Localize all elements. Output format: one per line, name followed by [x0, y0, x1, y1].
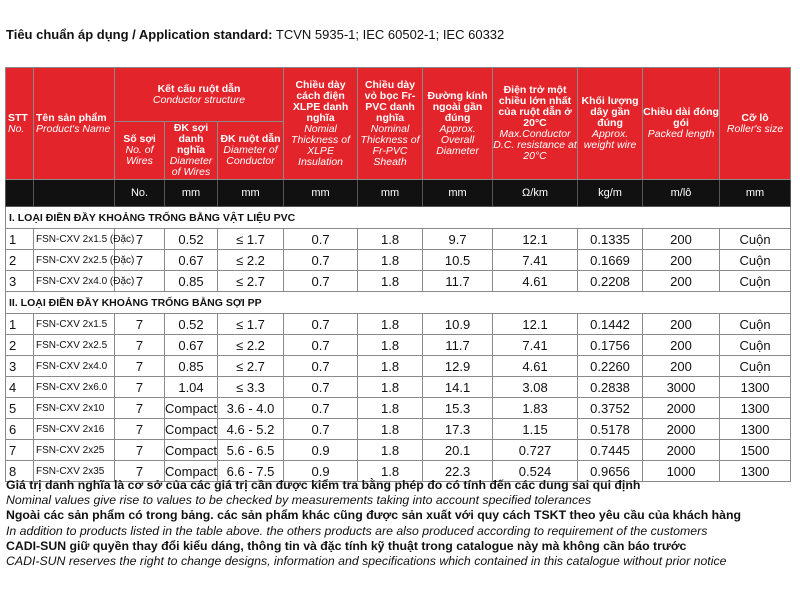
cell-no-of-wires: 7 — [115, 461, 165, 482]
cell-roller-size: 1300 — [720, 419, 791, 440]
header-dc-resistance: Điện trở một chiều lớn nhất của ruột dẫn ở 20°C Max.Conductor D.C. resistance at 20°C — [493, 68, 578, 180]
unit-cell: Ω/km — [493, 180, 578, 207]
cell-overall-diameter: 10.5 — [423, 250, 493, 271]
cell-xlpe-thickness: 0.9 — [284, 440, 358, 461]
cell-overall-diameter: 15.3 — [423, 398, 493, 419]
cell-product-name: FSN-CXV 2x2.5 (Đặc) — [34, 250, 115, 271]
cell-dc-resistance: 7.41 — [493, 335, 578, 356]
cell-sheath-thickness: 1.8 — [358, 377, 423, 398]
cell-dc-resistance: 1.15 — [493, 419, 578, 440]
note-vn: Ngoài các sản phẩm có trong bảng. các sản phẩm khác cũng được sản xuất với quy cách TSKT theo yêu cầu của khách hàng — [6, 508, 742, 523]
cell-wire-diameter: 0.67 — [165, 335, 218, 356]
cell-roller-size: Cuộn — [720, 335, 791, 356]
table-row — [6, 335, 791, 356]
cell-weight: 0.2838 — [578, 377, 643, 398]
cell-wire-diameter: 0.85 — [165, 356, 218, 377]
cell-overall-diameter: 11.7 — [423, 271, 493, 292]
cell-overall-diameter: 10.9 — [423, 314, 493, 335]
table-row — [6, 398, 791, 419]
cell-wire-diameter: Compact — [165, 440, 218, 461]
cell-weight: 0.1442 — [578, 314, 643, 335]
cell-no-of-wires: 7 — [115, 356, 165, 377]
cell-weight: 0.1669 — [578, 250, 643, 271]
application-standard — [6, 27, 504, 42]
cell-sheath-thickness: 1.8 — [358, 250, 423, 271]
table-row — [6, 250, 791, 271]
cell-xlpe-thickness: 0.7 — [284, 377, 358, 398]
cell-weight: 0.2208 — [578, 271, 643, 292]
cell-product-name: FSN-CXV 2x4.0 — [34, 356, 115, 377]
unit-cell: mm — [358, 180, 423, 207]
cell-packed-length: 200 — [643, 271, 720, 292]
cell-stt: 3 — [6, 356, 34, 377]
cell-conductor-diameter: ≤ 2.2 — [218, 250, 284, 271]
cell-packed-length: 200 — [643, 250, 720, 271]
cell-no-of-wires: 7 — [115, 250, 165, 271]
cell-roller-size: 1300 — [720, 461, 791, 482]
unit-cell: mm — [720, 180, 791, 207]
cell-roller-size: Cuộn — [720, 314, 791, 335]
cell-roller-size: 1500 — [720, 440, 791, 461]
cell-product-name: FSN-CXV 2x25 — [34, 440, 115, 461]
header-sheath-thickness: Chiều dày vỏ bọc Fr-PVC danh nghĩa Nominal Thickness of Fr-PVC Sheath — [358, 68, 423, 180]
header-weight: Khối lượng dây gần đúng Approx. weight wire — [578, 68, 643, 180]
cell-no-of-wires: 7 — [115, 377, 165, 398]
cell-overall-diameter: 11.7 — [423, 335, 493, 356]
table-row — [6, 356, 791, 377]
note-vn: CADI-SUN giữ quyền thay đổi kiểu dáng, thông tin và đặc tính kỹ thuật trong catalogue này mà không cần báo trước — [6, 538, 687, 553]
note-en: Nominal values give rise to values to be checked by measurements taking into account specified tolerances — [6, 493, 592, 508]
cell-stt: 6 — [6, 419, 34, 440]
cell-sheath-thickness: 1.8 — [358, 440, 423, 461]
cell-dc-resistance: 4.61 — [493, 271, 578, 292]
cell-roller-size: Cuộn — [720, 356, 791, 377]
cell-stt: 7 — [6, 440, 34, 461]
header-xlpe-thickness: Chiều dày cách điện XLPE danh nghĩa Nomial Thickness of XLPE Insulation — [284, 68, 358, 180]
cell-roller-size: 1300 — [720, 398, 791, 419]
cell-packed-length: 1000 — [643, 461, 720, 482]
cell-sheath-thickness: 1.8 — [358, 461, 423, 482]
cell-sheath-thickness: 1.8 — [358, 335, 423, 356]
cell-stt: 8 — [6, 461, 34, 482]
table-body — [6, 207, 791, 482]
cell-overall-diameter: 9.7 — [423, 229, 493, 250]
cell-xlpe-thickness: 0.7 — [284, 314, 358, 335]
cell-stt: 2 — [6, 250, 34, 271]
footnotes — [6, 478, 741, 569]
cell-dc-resistance: 1.83 — [493, 398, 578, 419]
cell-stt: 4 — [6, 377, 34, 398]
cell-conductor-diameter: ≤ 2.7 — [218, 271, 284, 292]
cell-xlpe-thickness: 0.7 — [284, 419, 358, 440]
table-row — [6, 440, 791, 461]
cell-sheath-thickness: 1.8 — [358, 356, 423, 377]
note-en: CADI-SUN reserves the right to change designs, information and specifications which contained in this catalogue without prior notice — [6, 554, 727, 569]
cell-dc-resistance: 12.1 — [493, 229, 578, 250]
table-row — [6, 229, 791, 250]
cell-conductor-diameter: ≤ 1.7 — [218, 314, 284, 335]
cell-weight: 0.1756 — [578, 335, 643, 356]
note-vn: Giá trị danh nghĩa là cơ sở của các giá trị cần được kiểm tra bằng phép đo có tính đến các dung sai qui định — [6, 478, 641, 492]
cell-dc-resistance: 7.41 — [493, 250, 578, 271]
header-stt: STT No. — [6, 68, 34, 180]
cell-xlpe-thickness: 0.7 — [284, 335, 358, 356]
cell-packed-length: 2000 — [643, 440, 720, 461]
cell-conductor-diameter: 4.6 - 5.2 — [218, 419, 284, 440]
cell-weight: 0.5178 — [578, 419, 643, 440]
cell-product-name: FSN-CXV 2x16 — [34, 419, 115, 440]
section-title: II. LOẠI ĐIỀN ĐẦY KHOẢNG TRỐNG BẰNG SỢI PP — [6, 292, 791, 314]
cell-weight: 0.9656 — [578, 461, 643, 482]
cell-overall-diameter: 22.3 — [423, 461, 493, 482]
header-no-of-wires: Số sợi No. of Wires — [115, 122, 165, 180]
header-conductor-diameter: ĐK ruột dẫn Diameter of Conductor — [218, 122, 284, 180]
cell-sheath-thickness: 1.8 — [358, 398, 423, 419]
table-row — [6, 377, 791, 398]
cell-dc-resistance: 12.1 — [493, 314, 578, 335]
cell-stt: 5 — [6, 398, 34, 419]
cell-product-name: FSN-CXV 2x1.5 (Đặc) — [34, 229, 115, 250]
cell-conductor-diameter: 3.6 - 4.0 — [218, 398, 284, 419]
cell-wire-diameter: 0.67 — [165, 250, 218, 271]
cell-wire-diameter: 0.52 — [165, 314, 218, 335]
cell-conductor-diameter: 6.6 - 7.5 — [218, 461, 284, 482]
cell-no-of-wires: 7 — [115, 335, 165, 356]
section-row — [6, 207, 791, 229]
unit-cell: No. — [115, 180, 165, 207]
unit-cell: kg/m — [578, 180, 643, 207]
unit-cell: m/lô — [643, 180, 720, 207]
table-row — [6, 314, 791, 335]
cell-overall-diameter: 12.9 — [423, 356, 493, 377]
cell-wire-diameter: 0.52 — [165, 229, 218, 250]
cell-packed-length: 3000 — [643, 377, 720, 398]
cell-sheath-thickness: 1.8 — [358, 229, 423, 250]
cell-product-name: FSN-CXV 2x10 — [34, 398, 115, 419]
header-product-name: Tên sản phẩm Product's Name — [34, 68, 115, 180]
section-title: I. LOẠI ĐIỀN ĐẦY KHOẢNG TRỐNG BẰNG VẬT LIỆU PVC — [6, 207, 791, 229]
units-row — [6, 180, 791, 207]
cell-conductor-diameter: 5.6 - 6.5 — [218, 440, 284, 461]
cell-overall-diameter: 14.1 — [423, 377, 493, 398]
cell-wire-diameter: 1.04 — [165, 377, 218, 398]
cell-no-of-wires: 7 — [115, 398, 165, 419]
section-row — [6, 292, 791, 314]
cell-sheath-thickness: 1.8 — [358, 314, 423, 335]
cell-no-of-wires: 7 — [115, 314, 165, 335]
standard-label: Tiêu chuẩn áp dụng / Application standard: — [6, 27, 273, 42]
cell-no-of-wires: 7 — [115, 440, 165, 461]
cell-overall-diameter: 20.1 — [423, 440, 493, 461]
cell-dc-resistance: 3.08 — [493, 377, 578, 398]
cell-no-of-wires: 7 — [115, 271, 165, 292]
cell-xlpe-thickness: 0.9 — [284, 461, 358, 482]
cell-product-name: FSN-CXV 2x6.0 — [34, 377, 115, 398]
table-row — [6, 271, 791, 292]
cell-packed-length: 2000 — [643, 419, 720, 440]
cell-product-name: FSN-CXV 2x35 — [34, 461, 115, 482]
cell-product-name: FSN-CXV 2x4.0 (Đặc) — [34, 271, 115, 292]
header-roller-size: Cỡ lô Roller's size — [720, 68, 791, 180]
cell-roller-size: Cuộn — [720, 250, 791, 271]
cell-wire-diameter: Compact — [165, 419, 218, 440]
cell-wire-diameter: 0.85 — [165, 271, 218, 292]
cell-conductor-diameter: ≤ 3.3 — [218, 377, 284, 398]
table-row — [6, 419, 791, 440]
cell-roller-size: Cuộn — [720, 229, 791, 250]
cell-no-of-wires: 7 — [115, 419, 165, 440]
header-overall-diameter: Đường kính ngoài gần đúng Approx. Overall Diameter — [423, 68, 493, 180]
unit-cell: mm — [218, 180, 284, 207]
cell-xlpe-thickness: 0.7 — [284, 250, 358, 271]
note-en: In addition to products listed in the table above. the others products are also produced according to requirement of the customers — [6, 523, 708, 538]
cell-packed-length: 200 — [643, 229, 720, 250]
cell-product-name: FSN-CXV 2x1.5 — [34, 314, 115, 335]
cell-wire-diameter: Compact — [165, 398, 218, 419]
unit-cell: mm — [165, 180, 218, 207]
cell-roller-size: Cuộn — [720, 271, 791, 292]
cell-conductor-diameter: ≤ 2.2 — [218, 335, 284, 356]
cell-packed-length: 200 — [643, 314, 720, 335]
cell-conductor-diameter: ≤ 2.7 — [218, 356, 284, 377]
cell-roller-size: 1300 — [720, 377, 791, 398]
cell-dc-resistance: 0.524 — [493, 461, 578, 482]
cell-weight: 0.3752 — [578, 398, 643, 419]
spec-table — [5, 67, 791, 482]
cell-xlpe-thickness: 0.7 — [284, 398, 358, 419]
cell-overall-diameter: 17.3 — [423, 419, 493, 440]
cell-sheath-thickness: 1.8 — [358, 419, 423, 440]
cell-packed-length: 200 — [643, 335, 720, 356]
cell-xlpe-thickness: 0.7 — [284, 271, 358, 292]
standard-value: TCVN 5935-1; IEC 60502-1; IEC 60332 — [275, 27, 505, 42]
cell-weight: 0.1335 — [578, 229, 643, 250]
cell-dc-resistance: 4.61 — [493, 356, 578, 377]
cell-stt: 3 — [6, 271, 34, 292]
cell-stt: 2 — [6, 335, 34, 356]
header-conductor-structure: Kết cấu ruột dẫn Conductor structure — [115, 68, 284, 122]
cell-stt: 1 — [6, 314, 34, 335]
cell-stt: 1 — [6, 229, 34, 250]
cell-xlpe-thickness: 0.7 — [284, 229, 358, 250]
cell-packed-length: 200 — [643, 356, 720, 377]
header-packed-length: Chiều dài đóng gói Packed length — [643, 68, 720, 180]
cell-weight: 0.7445 — [578, 440, 643, 461]
header-wire-diameter: ĐK sợi danh nghĩa Diameter of Wires — [165, 122, 218, 180]
cell-conductor-diameter: ≤ 1.7 — [218, 229, 284, 250]
cell-sheath-thickness: 1.8 — [358, 271, 423, 292]
cell-weight: 0.2260 — [578, 356, 643, 377]
cell-dc-resistance: 0.727 — [493, 440, 578, 461]
cell-product-name: FSN-CXV 2x2.5 — [34, 335, 115, 356]
cell-xlpe-thickness: 0.7 — [284, 356, 358, 377]
cell-wire-diameter: Compact — [165, 461, 218, 482]
unit-cell: mm — [284, 180, 358, 207]
unit-cell: mm — [423, 180, 493, 207]
cell-packed-length: 2000 — [643, 398, 720, 419]
table-header — [6, 68, 791, 207]
cell-no-of-wires: 7 — [115, 229, 165, 250]
